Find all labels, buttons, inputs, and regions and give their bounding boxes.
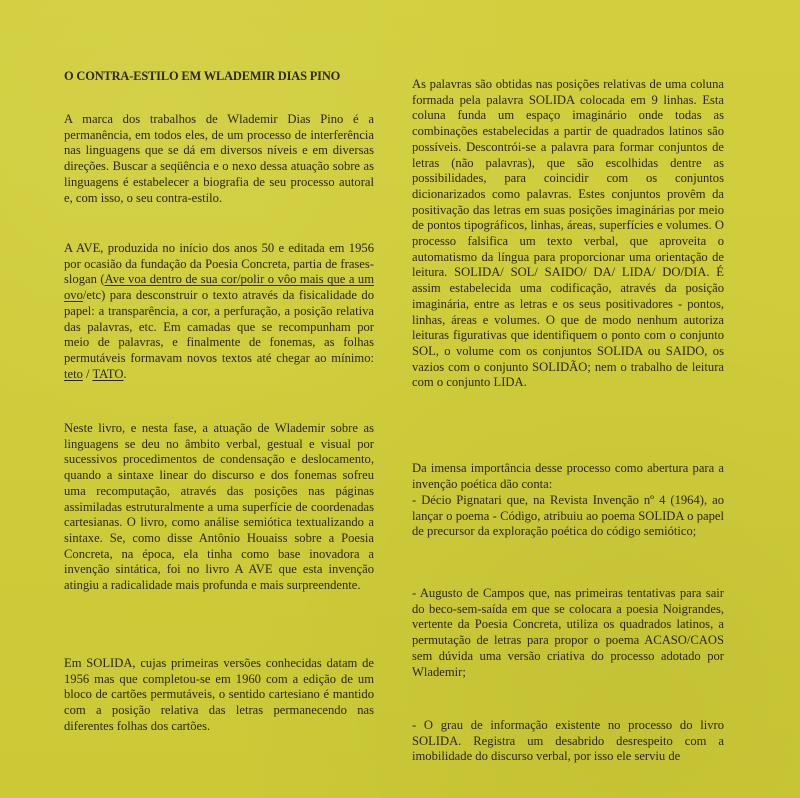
left-paragraph-2-end: . [123,366,127,381]
left-paragraph-2-text-b: /etc) para desconstruir o texto através da fisicalidade do papel: a transparência, a cor, a perfuração, a posição relativa das palavras, etc. Em camadas que se recompunham por meio de palavras, e finalmente de fonemas, as folhas permutáveis formavam novos textos até chegar ao mínimo: [64,288,374,365]
left-paragraph-2-underlined-tato: TATO [92,366,124,381]
left-paragraph-2 [64,241,374,382]
left-paragraph-2-underlined-slogan: Ave voa dentro de sua cor/polir o vôo mais que a um ovo [64,272,374,303]
left-paragraph-2-underlined-teto: teto [64,366,83,381]
left-paragraph-1: A marca dos trabalhos de Wlademir Dias Pino é a permanência, em todos eles, de um processo de interferência nas linguagens que se dá em diversos níveis e em diversas direções. Buscar a seqüência e o nexo dessa atuação sobre as linguagens é estabelecer a biografia de seu processo autoral e, com isso, o seu contra-estilo. [64,112,374,205]
right-paragraph-1: As palavras são obtidas nas posições relativas de uma coluna formada pela palavra SOLIDA colocada em 9 linhas. Esta coluna funda um espaço imaginário onde todas as combinações estabelecidas a partir de quadrados latinos são possíveis. Descontrói-se a palavra para formar conjuntos de letras (não palavras), que são escolhidas dentre as possibilidades, para coincidir com os conjuntos dicionarizados como palavras. Estes conjuntos provêm da positivação das letras em suas posições imaginárias por meio de pontos tipográficos, linhas, áreas, superfícies e volumes. O processo falsifica um texto verbal, que aproveita o automatismo da língua para proporcionar uma orientação de leitura. SOLIDA/ SOL/ SAIDO/ DA/ LIDA/ DO/DIA. É assim estabelecida uma codificação, através da posição imaginária, entre as letras e os seus positivadores - pontos, linhas, áreas e volumes. O que de modo nenhum autoriza leituras figurativas que identifiquem o ponto com o conjunto SOL, o volume com os conjuntos SOLIDA ou SAIDO, os vazios com o conjunto SOLIDÃO; nem o trabalho de leitura com o conjunto LIDA. [412,77,724,390]
right-paragraph-2: Da imensa importância desse processo como abertura para a invenção poética dão conta: [412,461,724,491]
left-paragraph-2-text-a: A AVE, produzida no início dos anos 50 e editada em 1956 por ocasião da fundação da Poesia Concreta, partia de frases-slogan ( [64,241,374,287]
left-paragraph-4: Em SOLIDA, cujas primeiras versões conhecidas datam de 1956 mas que completou-se em 1960 com a edição de um bloco de cartões permutáveis, o sentido cartesiano é mantido com a posição relativa das letras permanecendo nas diferentes folhas dos cartões. [64,656,374,733]
right-list-item-3: - O grau de informação existente no processo do livro SOLIDA. Registra um desabrido desrespeito com a imobilidade do discurso verbal, por isso ele serviu de [412,718,724,764]
left-paragraph-3: Neste livro, e nesta fase, a atuação de Wlademir sobre as linguagens se deu no âmbito verbal, gestual e visual por sucessivos procedimentos de condensação e deslocamento, quando a sintaxe linear do discurso e dos fonemas sofreu uma recomputação, através das posições nas páginas assimiladas estruturalmente a uma superfície de coordenadas cartesianas. O livro, como análise semiótica textualizando a sintaxe. Se, como disse Antônio Houaiss sobre a Poesia Concreta, na época, ela tinha como base inovadora a invenção sintática, foi no livro A AVE que esta invenção atingiu a radicalidade mais profunda e mais surpreendente. [64,421,374,593]
right-list-item-1: - Décio Pignatari que, na Revista Invenção nº 4 (1964), ao lançar o poema - Código, atribuiu ao poema SOLIDA o papel de precursor da exploração poética do código semiótico; [412,493,724,539]
page-title: O CONTRA-ESTILO EM WLADEMIR DIAS PINO [64,69,341,83]
right-list-item-2: - Augusto de Campos que, nas primeiras tentativas para sair do beco-sem-saída em que se colocara a poesia Noigrandes, vertente da Poesia Concreta, utiliza os quadrados latinos, a permutação de letras para propor o poema ACASO/CAOS sem dúvida uma versão criativa do processo adotado por Wlademir; [412,586,724,679]
left-paragraph-2-separator: / [82,366,93,381]
